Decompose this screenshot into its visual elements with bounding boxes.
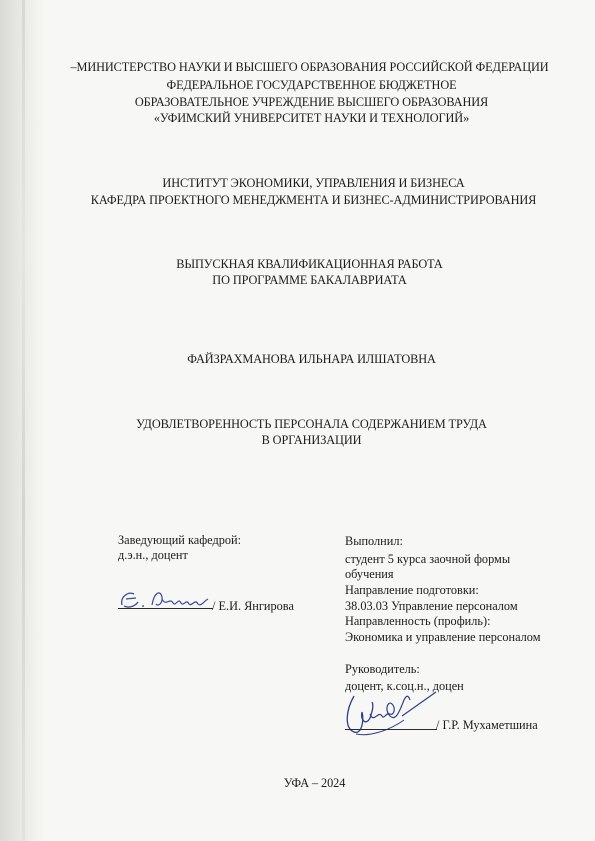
supervisor-degree: доцент, к.соц.н., доцен [345, 679, 464, 693]
ministry-line: –МИНИСТЕРСТВО НАУКИ И ВЫСШЕГО ОБРАЗОВАНИЯ РОССИЙСКОЙ ФЕДЕРАЦИИ [70, 60, 549, 74]
institution-line-2: ОБРАЗОВАТЕЛЬНОЕ УЧРЕЖДЕНИЕ ВЫСШЕГО ОБРАЗОВАНИЯ [134, 95, 489, 109]
head-of-chair-name: / Е.И. Янгирова [212, 599, 294, 613]
work-type-line-2: ПО ПРОГРАММЕ БАКАЛАВРИАТА [212, 273, 407, 287]
profile-value: Экономика и управление персоналом [345, 630, 541, 644]
head-of-chair-label: Заведующий кафедрой: [118, 533, 242, 547]
direction-label: Направление подготовки: [345, 583, 479, 597]
author-name: ФАЙЗРАХМАНОВА ИЛЬНАРА ИЛШАТОВНА [187, 352, 436, 366]
supervisor-name: / Г.Р. Мухаметшина [436, 718, 538, 732]
direction-value: 38.03.03 Управление персоналом [345, 599, 518, 613]
thesis-title-line-1: УДОВЛЕТВОРЕННОСТЬ ПЕРСОНАЛА СОДЕРЖАНИЕМ ТРУДА [136, 417, 487, 431]
work-type-line-1: ВЫПУСКНАЯ КВАЛИФИКАЦИОННАЯ РАБОТА [176, 257, 443, 271]
signature-line [345, 729, 437, 730]
profile-label: Направленность (профиль): [345, 614, 491, 628]
signature-line [118, 608, 213, 609]
institution-line-3: «УФИМСКИЙ УНИВЕРСИТЕТ НАУКИ И ТЕХНОЛОГИЙ» [153, 111, 470, 125]
supervisor-label: Руководитель: [345, 662, 420, 676]
city-year: УФА – 2024 [283, 776, 346, 790]
head-of-chair-degree: д.э.н., доцент [118, 548, 188, 562]
executor-student-line-1: студент 5 курса заочной формы [345, 552, 511, 566]
institute-name: ИНСТИТУТ ЭКОНОМИКИ, УПРАВЛЕНИЯ И БИЗНЕСА [162, 176, 465, 190]
chair-name: КАФЕДРА ПРОЕКТНОГО МЕНЕДЖМЕНТА И БИЗНЕС-АДМИНИСТРИРОВАНИЯ [90, 193, 537, 207]
executor-label: Выполнил: [345, 534, 403, 548]
institution-line-1: ФЕДЕРАЛЬНОЕ ГОСУДАРСТВЕННОЕ БЮДЖЕТНОЕ [166, 78, 457, 92]
executor-student-line-2: обучения [345, 567, 394, 581]
thesis-title-line-2: В ОРГАНИЗАЦИИ [261, 433, 362, 447]
